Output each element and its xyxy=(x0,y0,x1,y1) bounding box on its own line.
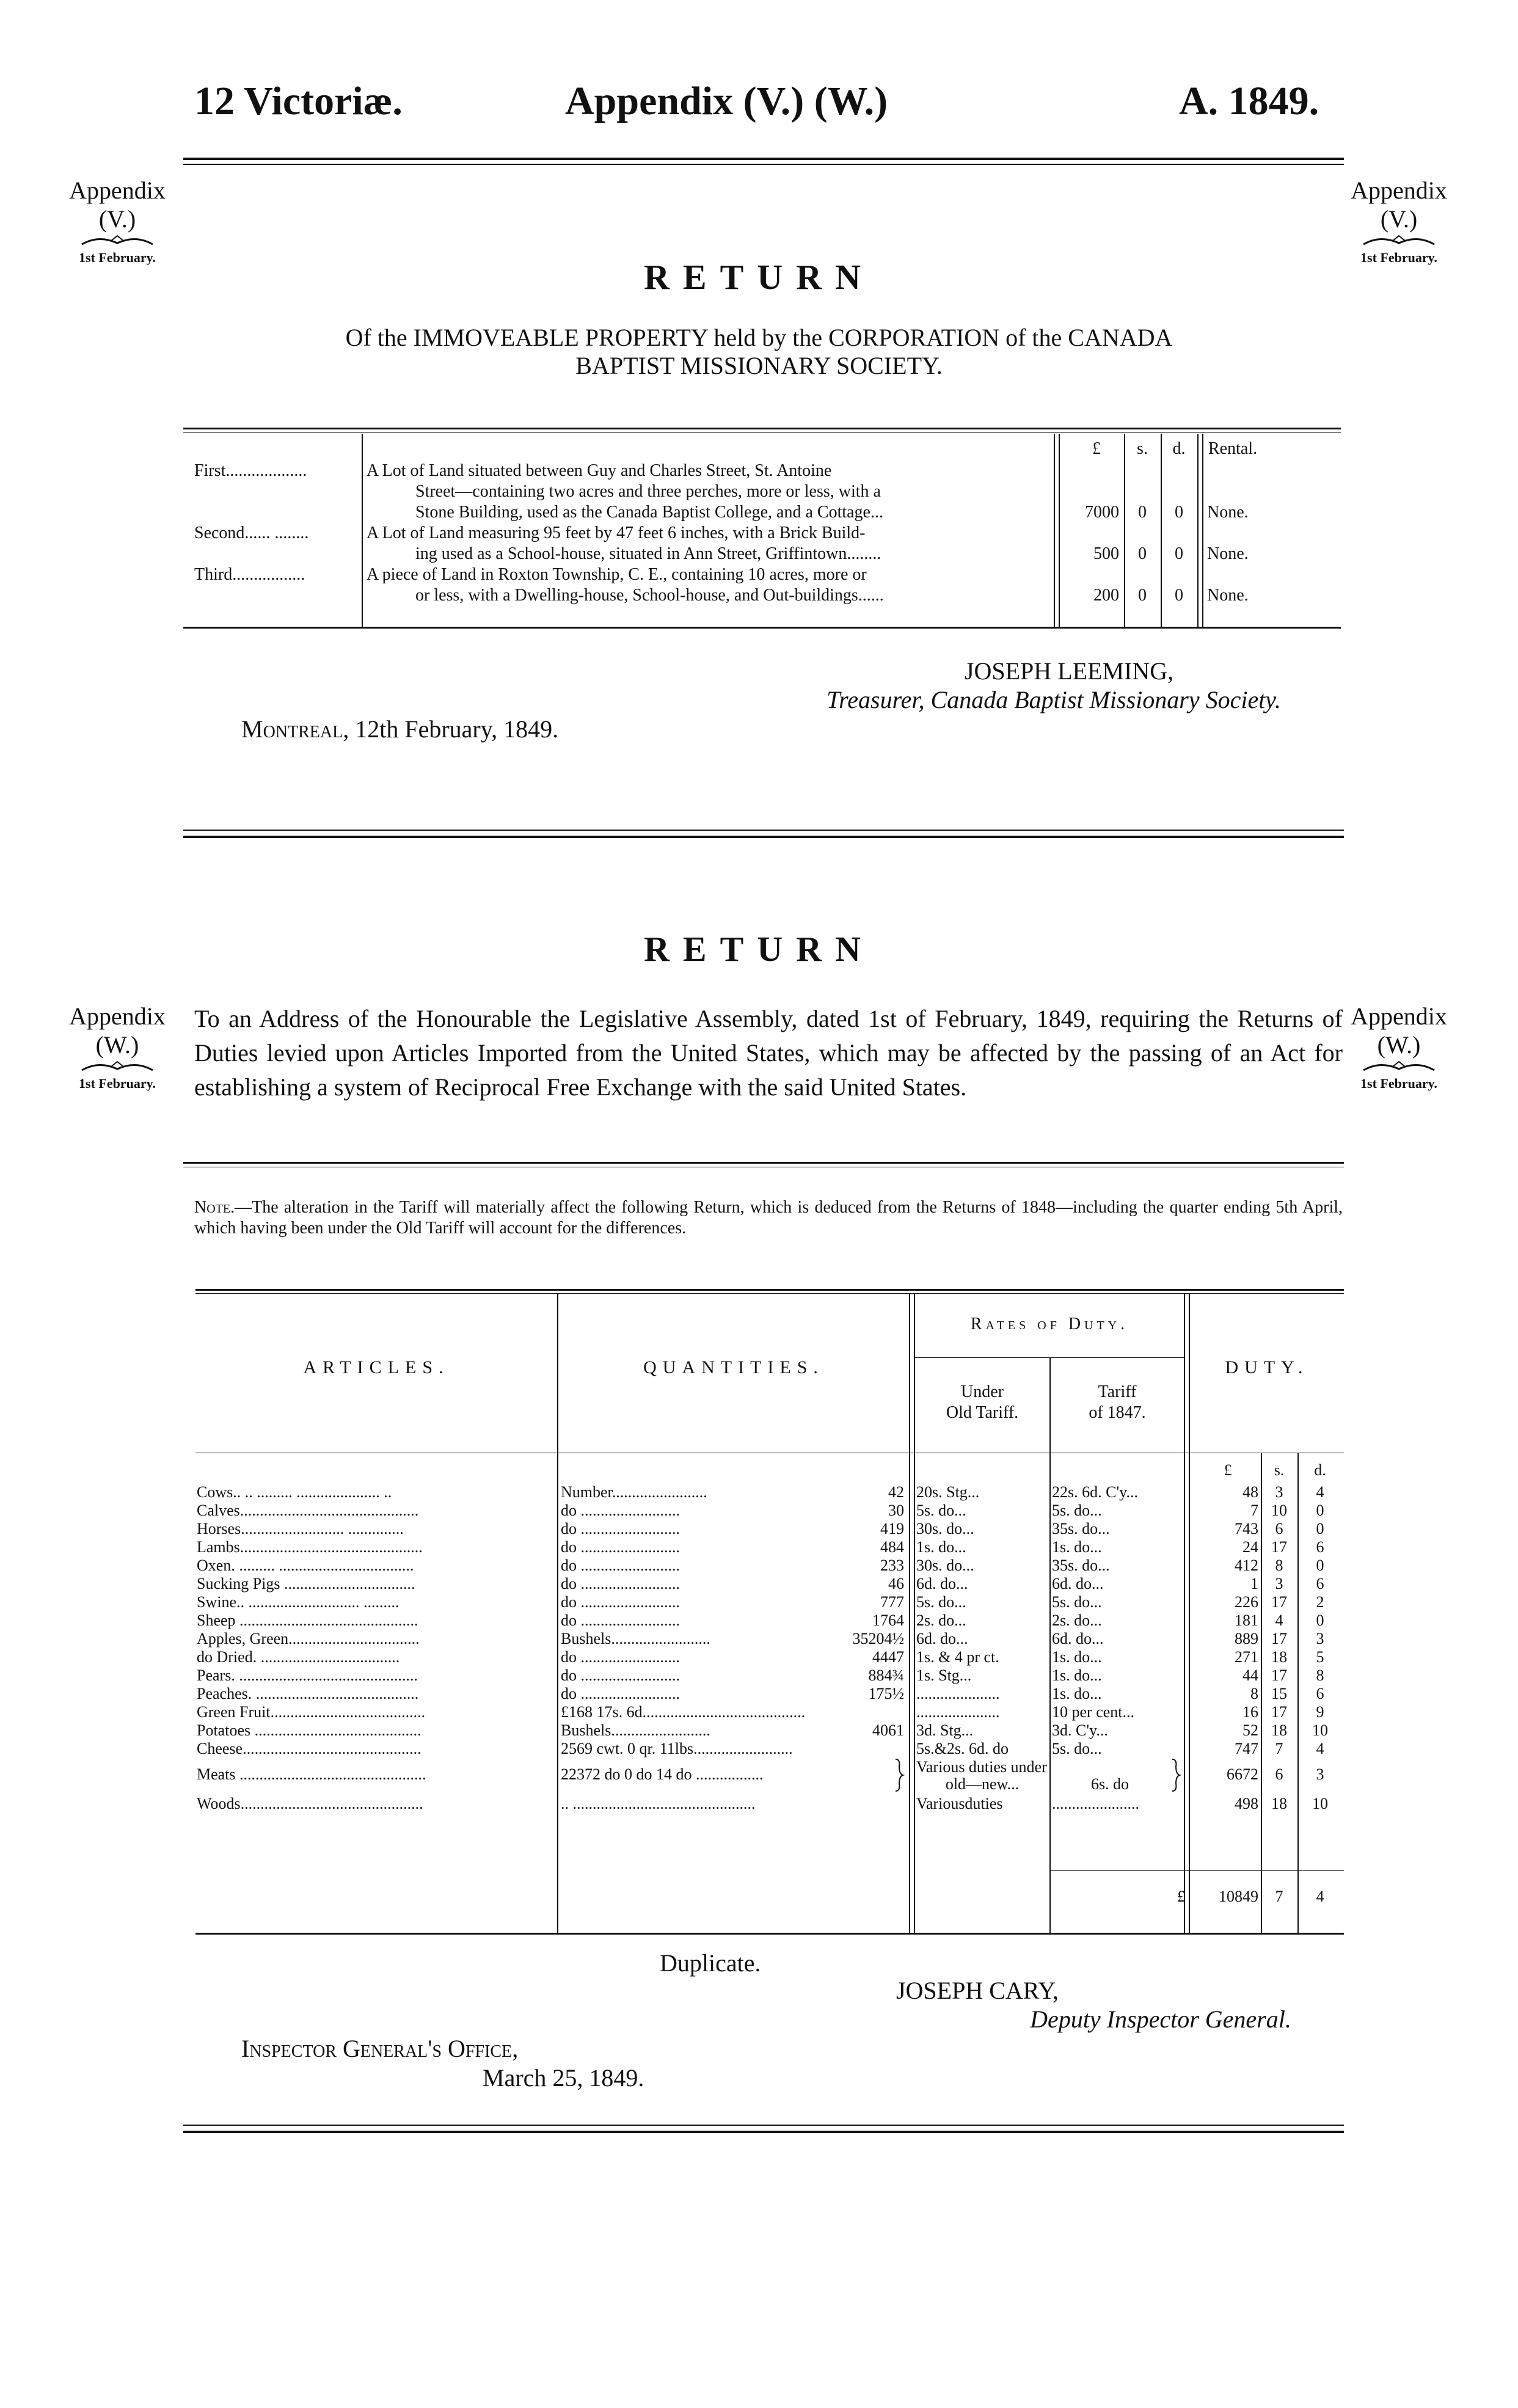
duty-pence: 6 xyxy=(1316,1538,1324,1556)
new-tariff-rate: 6d. do... xyxy=(1052,1575,1104,1593)
header-duty: DUTY. xyxy=(1225,1357,1309,1377)
margin-note-v-left xyxy=(44,176,191,266)
old-tariff-rate: 6d. do... xyxy=(916,1575,968,1593)
article-name: Cows.. .. ......... ..................... .. xyxy=(197,1483,392,1501)
brace-ornament-icon xyxy=(1362,1059,1436,1073)
duty-pence: 10 xyxy=(1312,1795,1328,1812)
quantity-unit: do ......................... xyxy=(561,1666,680,1684)
header-new-tariff-line2: of 1847. xyxy=(1089,1403,1146,1422)
value-rental: None. xyxy=(1207,503,1249,522)
value-pence: 0 xyxy=(1175,586,1183,605)
quantity-unit: do ......................... xyxy=(561,1538,680,1556)
duty-pounds: 6672 xyxy=(1227,1765,1258,1783)
duty-pence: 0 xyxy=(1316,1556,1324,1574)
duty-pounds: 16 xyxy=(1242,1703,1258,1721)
value-pounds: 500 xyxy=(1093,544,1119,563)
total-shillings: 7 xyxy=(1275,1888,1283,1905)
old-tariff-rate-continued: old—new... xyxy=(945,1775,1020,1793)
return-title-1: RETURN xyxy=(644,257,874,297)
margin-date: 1st February. xyxy=(79,1076,156,1091)
duty-pounds: 498 xyxy=(1235,1795,1258,1812)
quantity-unit: Bushels......................... xyxy=(561,1721,710,1739)
duty-shillings: 17 xyxy=(1271,1593,1287,1611)
signatory-title-2: Deputy Inspector General. xyxy=(1030,2005,1291,2033)
duty-shillings: 18 xyxy=(1271,1648,1287,1666)
margin-sub: (W.) xyxy=(95,1031,139,1059)
margin-sub: (W.) xyxy=(1377,1031,1421,1059)
old-tariff-rate: Various duties under xyxy=(916,1758,1047,1776)
quantity-unit: £168 17s. 6d......................................... xyxy=(561,1703,806,1721)
duty-pounds: 271 xyxy=(1235,1648,1258,1666)
article-name: Meats ............................................... xyxy=(197,1765,426,1783)
quantity-unit: 2569 cwt. 0 qr. 11lbs......................... xyxy=(561,1740,793,1757)
value-shillings: 0 xyxy=(1138,586,1147,605)
value-pence: 0 xyxy=(1175,544,1183,563)
header-center: Appendix (V.) (W.) xyxy=(565,79,888,123)
duty-shillings: 3 xyxy=(1275,1575,1283,1593)
duty-pounds: 8 xyxy=(1250,1685,1258,1702)
header-pounds: £ xyxy=(1224,1461,1232,1479)
header-old-tariff-line2: Old Tariff. xyxy=(946,1403,1019,1422)
row-label: Third................. xyxy=(194,565,305,584)
duty-shillings: 17 xyxy=(1271,1630,1287,1647)
article-name: do Dried. ................................... xyxy=(197,1648,400,1666)
header-old-tariff-line1: Under xyxy=(961,1382,1004,1401)
duty-pence: 0 xyxy=(1316,1520,1324,1538)
article-name: Sheep ............................................. xyxy=(197,1611,418,1629)
column-divider xyxy=(1197,434,1199,627)
total-pounds: 10849 xyxy=(1219,1888,1258,1905)
footer-rule xyxy=(183,2125,1344,2126)
duty-pounds: 226 xyxy=(1235,1593,1258,1611)
header-rule-bottom xyxy=(183,164,1344,165)
col-rental: Rental. xyxy=(1208,439,1258,458)
new-tariff-rate: ...................... xyxy=(1052,1795,1139,1812)
footer-rule-thick xyxy=(183,2131,1344,2133)
quantity-unit: 22372 do 0 do 14 do ................. xyxy=(561,1765,764,1783)
date: 12th February, 1849. xyxy=(355,715,559,743)
column-divider xyxy=(557,1294,558,1933)
quantity-value: 4061 xyxy=(872,1721,904,1739)
duty-pence: 0 xyxy=(1316,1611,1324,1629)
old-tariff-rate: 3d. Stg... xyxy=(916,1721,974,1739)
quantity-value: 4447 xyxy=(872,1648,904,1666)
quantity-value: 233 xyxy=(880,1556,904,1574)
article-name: Oxen. ......... .................................. xyxy=(197,1556,414,1574)
duty-shillings: 3 xyxy=(1275,1483,1283,1501)
duty-shillings: 15 xyxy=(1271,1685,1287,1702)
total-pence: 4 xyxy=(1316,1888,1324,1905)
duty-pence: 9 xyxy=(1316,1703,1324,1721)
article-name: Cheese............................................. xyxy=(197,1740,421,1757)
quantity-unit: do ......................... xyxy=(561,1685,680,1702)
office: Inspector General's Office, xyxy=(241,2035,519,2062)
return-title-2: RETURN xyxy=(644,929,874,969)
quantity-value: 1764 xyxy=(872,1611,904,1629)
place: Montreal, xyxy=(241,715,349,743)
address-text: To an Address of the Honourable the Legislative Assembly, dated 1st of February, 1849, requiring the Returns of Duties levied upon Articles Imported from the United States, which may be affected by the passing of an Act for establishing a system of Reciprocal Free Exchange with the said United States. xyxy=(194,1005,1343,1101)
new-tariff-rate: 1s. do... xyxy=(1052,1666,1102,1684)
old-tariff-rate: ..................... xyxy=(916,1685,1000,1702)
duty-shillings: 4 xyxy=(1275,1611,1283,1629)
return1-subtitle-line1: Of the IMMOVEABLE PROPERTY held by the CORPORATION of the CANADA xyxy=(345,324,1173,351)
duty-pounds: 412 xyxy=(1235,1556,1258,1574)
article-name: Pears. ............................................. xyxy=(197,1666,418,1684)
duty-shillings: 18 xyxy=(1271,1795,1287,1812)
column-divider xyxy=(1184,1294,1185,1933)
return1-subtitle-line2: BAPTIST MISSIONARY SOCIETY. xyxy=(575,352,943,379)
table-rule-top xyxy=(183,428,1341,429)
margin-title: Appendix xyxy=(69,1002,166,1030)
return1-date-line xyxy=(241,715,558,743)
column-divider xyxy=(1124,434,1125,627)
quantity-unit: Bushels......................... xyxy=(561,1630,710,1647)
duty-pounds: 48 xyxy=(1242,1483,1258,1501)
old-tariff-rate: ..................... xyxy=(916,1703,1000,1721)
duty-pounds: 7 xyxy=(1250,1501,1258,1519)
duty-pounds: 1 xyxy=(1250,1575,1258,1593)
new-tariff-rate: 10 per cent... xyxy=(1052,1703,1135,1721)
old-tariff-rate: 20s. Stg... xyxy=(916,1483,980,1501)
quantity-value: 42 xyxy=(888,1483,904,1501)
brace-icon xyxy=(1170,1758,1182,1792)
total-symbol: £ xyxy=(1177,1888,1185,1905)
header-left: 12 Victoriæ. xyxy=(194,79,403,123)
margin-date: 1st February. xyxy=(1360,1076,1437,1091)
quantity-value: 777 xyxy=(880,1593,904,1611)
quantity-value: 419 xyxy=(880,1520,904,1538)
header-new-tariff-line1: Tariff xyxy=(1098,1382,1137,1401)
duty-pence: 6 xyxy=(1316,1685,1324,1702)
quantity-unit: do ......................... xyxy=(561,1611,680,1629)
table-rule-top-thin xyxy=(183,432,1341,433)
column-divider xyxy=(362,434,363,627)
quantity-unit: do ......................... xyxy=(561,1556,680,1574)
old-tariff-rate: 30s. do... xyxy=(916,1556,974,1574)
old-tariff-rate: 5s. do... xyxy=(916,1593,966,1611)
old-tariff-rate: 1s. do... xyxy=(916,1538,966,1556)
duty-pence: 2 xyxy=(1316,1593,1324,1611)
value-pounds: 7000 xyxy=(1085,503,1119,522)
new-tariff-rate: 2s. do... xyxy=(1052,1611,1102,1629)
section-rule-thick xyxy=(183,836,1344,838)
old-tariff-rate: 5s. do... xyxy=(916,1501,966,1519)
table-rule-top xyxy=(195,1289,1344,1291)
signatory-name-2: JOSEPH CARY, xyxy=(896,1977,1059,2004)
value-pence: 0 xyxy=(1175,503,1183,522)
header-old-tariff xyxy=(915,1382,1049,1423)
office-date: March 25, 1849. xyxy=(483,2064,644,2092)
quantity-value: 484 xyxy=(880,1538,904,1556)
quantity-unit: do ......................... xyxy=(561,1575,680,1593)
margin-date: 1st February. xyxy=(1360,250,1437,265)
table-rule-top-thin xyxy=(195,1293,1344,1294)
duty-shillings: 6 xyxy=(1275,1520,1283,1538)
article-name: Apples, Green................................. xyxy=(197,1630,420,1647)
duplicate: Duplicate. xyxy=(660,1949,761,1977)
article-name: Green Fruit....................................... xyxy=(197,1703,426,1721)
duty-shillings: 10 xyxy=(1271,1501,1287,1519)
article-name: Calves............................................. xyxy=(197,1501,419,1519)
article-name: Sucking Pigs ................................. xyxy=(197,1575,415,1593)
quantity-value: 175½ xyxy=(868,1685,904,1702)
article-name: Lambs.............................................. xyxy=(197,1538,423,1556)
new-tariff-rate: 5s. do... xyxy=(1052,1593,1102,1611)
value-rental: None. xyxy=(1207,544,1249,563)
brace-ornament-icon xyxy=(81,233,154,247)
header-rule-top xyxy=(183,158,1344,160)
old-tariff-rate: 2s. do... xyxy=(916,1611,966,1629)
new-tariff-rate: 1s. do... xyxy=(1052,1685,1102,1702)
header-pence: d. xyxy=(1314,1461,1326,1479)
description-line: A piece of Land in Roxton Township, C. E., containing 10 acres, more or xyxy=(367,565,867,584)
header-right: A. 1849. xyxy=(1179,79,1319,123)
duty-pence: 8 xyxy=(1316,1666,1324,1684)
col-pounds: £ xyxy=(1092,439,1101,458)
column-divider xyxy=(909,1294,910,1933)
table-rule-bottom xyxy=(195,1933,1344,1935)
duty-pounds: 889 xyxy=(1235,1630,1258,1647)
note-label: Note.— xyxy=(194,1198,252,1217)
new-tariff-rate: 35s. do... xyxy=(1052,1520,1110,1538)
description-line: A Lot of Land measuring 95 feet by 47 feet 6 inches, with a Brick Build- xyxy=(367,524,866,542)
col-shillings: s. xyxy=(1137,439,1148,458)
quantity-value: 884¾ xyxy=(868,1666,904,1684)
duty-shillings: 8 xyxy=(1275,1556,1283,1574)
margin-title: Appendix xyxy=(69,177,166,204)
duty-shillings: 17 xyxy=(1271,1538,1287,1556)
new-tariff-rate: 6s. do xyxy=(1090,1775,1129,1793)
quantity-unit: do ......................... xyxy=(561,1593,680,1611)
column-divider xyxy=(1202,434,1203,627)
margin-sub: (V.) xyxy=(1380,205,1418,233)
old-tariff-rate: 1s. & 4 pr ct. xyxy=(916,1648,999,1666)
new-tariff-rate: 35s. do... xyxy=(1052,1556,1110,1574)
quantity-unit: Number........................ xyxy=(561,1483,707,1501)
quantity-value: 46 xyxy=(888,1575,904,1593)
duty-pounds: 181 xyxy=(1235,1611,1258,1629)
new-tariff-rate: 1s. do... xyxy=(1052,1538,1102,1556)
row-description xyxy=(367,523,1051,564)
column-divider xyxy=(1049,1357,1051,1933)
brace-ornament-icon xyxy=(1362,233,1436,247)
margin-note-v-right xyxy=(1326,176,1472,266)
property-table xyxy=(183,428,1341,629)
duty-shillings: 6 xyxy=(1275,1765,1283,1783)
note xyxy=(194,1197,1343,1239)
duty-pence: 3 xyxy=(1316,1630,1324,1647)
duty-shillings: 18 xyxy=(1271,1721,1287,1739)
description-line: ing used as a School-house, situated in Ann Street, Griffintown........ xyxy=(415,544,881,563)
value-pounds: 200 xyxy=(1093,586,1119,605)
margin-date: 1st February. xyxy=(79,250,156,265)
duty-shillings: 7 xyxy=(1275,1740,1283,1757)
duty-pence: 4 xyxy=(1316,1740,1324,1757)
duty-shillings: 17 xyxy=(1271,1703,1287,1721)
new-tariff-rate: 1s. do... xyxy=(1052,1648,1102,1666)
note-text: The alteration in the Tariff will materially affect the following Return, which is deduced from the Returns of 1848—including the quarter ending 5th April, which having been under the Old Tariff will account for the differences. xyxy=(194,1198,1343,1238)
column-divider xyxy=(1054,434,1055,627)
column-divider xyxy=(1059,434,1060,627)
article-name: Swine.. ............................ ......... xyxy=(197,1593,400,1611)
margin-title: Appendix xyxy=(1351,1002,1447,1030)
article-name: Peaches. ......................................... xyxy=(197,1685,419,1702)
duty-pounds: 743 xyxy=(1235,1520,1258,1538)
duty-pence: 10 xyxy=(1312,1721,1328,1739)
quantity-unit: .. .............................................. xyxy=(561,1795,756,1812)
brace-icon xyxy=(893,1758,905,1792)
column-divider xyxy=(1189,1294,1190,1933)
header-rates: Rates of Duty. xyxy=(970,1315,1129,1334)
margin-title: Appendix xyxy=(1351,177,1447,204)
quantity-unit: do ......................... xyxy=(561,1501,680,1519)
signatory-name-1: JOSEPH LEEMING, xyxy=(964,657,1174,685)
total-rule xyxy=(1051,1870,1344,1871)
duty-pence: 4 xyxy=(1316,1483,1324,1501)
table-rule-bottom xyxy=(183,627,1341,629)
header-new-tariff xyxy=(1051,1382,1184,1423)
margin-note-w-left xyxy=(44,1002,191,1092)
duty-shillings: 17 xyxy=(1271,1666,1287,1684)
value-shillings: 0 xyxy=(1138,544,1147,563)
new-tariff-rate: 3d. C'y... xyxy=(1052,1721,1108,1739)
quantity-unit: do ......................... xyxy=(561,1648,680,1666)
quantity-value: 30 xyxy=(888,1501,904,1519)
row-label: First................... xyxy=(194,461,307,480)
duty-pounds: 52 xyxy=(1242,1721,1258,1739)
section-rule xyxy=(183,830,1344,831)
duty-pounds: 24 xyxy=(1242,1538,1258,1556)
value-rental: None. xyxy=(1207,586,1249,605)
new-tariff-rate: 5s. do... xyxy=(1052,1501,1102,1519)
duty-pence: 0 xyxy=(1316,1501,1324,1519)
header-shillings: s. xyxy=(1274,1461,1285,1479)
col-pence: d. xyxy=(1172,439,1186,458)
margin-note-w-right xyxy=(1326,1002,1472,1092)
duty-pence: 6 xyxy=(1316,1575,1324,1593)
new-tariff-rate: 5s. do... xyxy=(1052,1740,1102,1757)
old-tariff-rate: 5s.&2s. 6d. do xyxy=(916,1740,1009,1757)
row-description xyxy=(367,564,1051,606)
article-name: Woods.............................................. xyxy=(197,1795,423,1812)
description-line: Street—containing two acres and three perches, more or less, with a xyxy=(415,482,881,501)
quantity-unit: do ......................... xyxy=(561,1520,680,1538)
quantity-value: 35204½ xyxy=(852,1630,904,1647)
address-rule xyxy=(183,1162,1344,1164)
description-line: or less, with a Dwelling-house, School-house, and Out-buildings...... xyxy=(415,586,884,605)
header-quantities: QUANTITIES. xyxy=(643,1357,824,1377)
signatory-title-1: Treasurer, Canada Baptist Missionary Society. xyxy=(827,686,1281,713)
value-shillings: 0 xyxy=(1138,503,1147,522)
article-name: Horses.......................... .............. xyxy=(197,1520,404,1538)
description-line: Stone Building, used as the Canada Baptist College, and a Cottage... xyxy=(415,503,883,522)
duty-pence: 3 xyxy=(1316,1765,1324,1783)
header-articles: ARTICLES. xyxy=(303,1357,450,1377)
new-tariff-rate: 22s. 6d. C'y... xyxy=(1052,1483,1138,1501)
row-description xyxy=(367,461,1051,523)
duty-pence: 5 xyxy=(1316,1648,1324,1666)
duty-pounds: 44 xyxy=(1242,1666,1258,1684)
column-divider xyxy=(1161,434,1162,627)
row-label: Second...... ........ xyxy=(194,524,309,542)
duty-pounds: 747 xyxy=(1235,1740,1258,1757)
description-line: A Lot of Land situated between Guy and Charles Street, St. Antoine xyxy=(367,461,832,480)
brace-ornament-icon xyxy=(81,1059,154,1073)
old-tariff-rate: Variousduties xyxy=(916,1795,1003,1812)
article-name: Potatoes .......................................... xyxy=(197,1721,421,1739)
margin-sub: (V.) xyxy=(98,205,136,233)
new-tariff-rate: 6d. do... xyxy=(1052,1630,1104,1647)
old-tariff-rate: 1s. Stg... xyxy=(916,1666,972,1684)
old-tariff-rate: 6d. do... xyxy=(916,1630,968,1647)
old-tariff-rate: 30s. do... xyxy=(916,1520,974,1538)
